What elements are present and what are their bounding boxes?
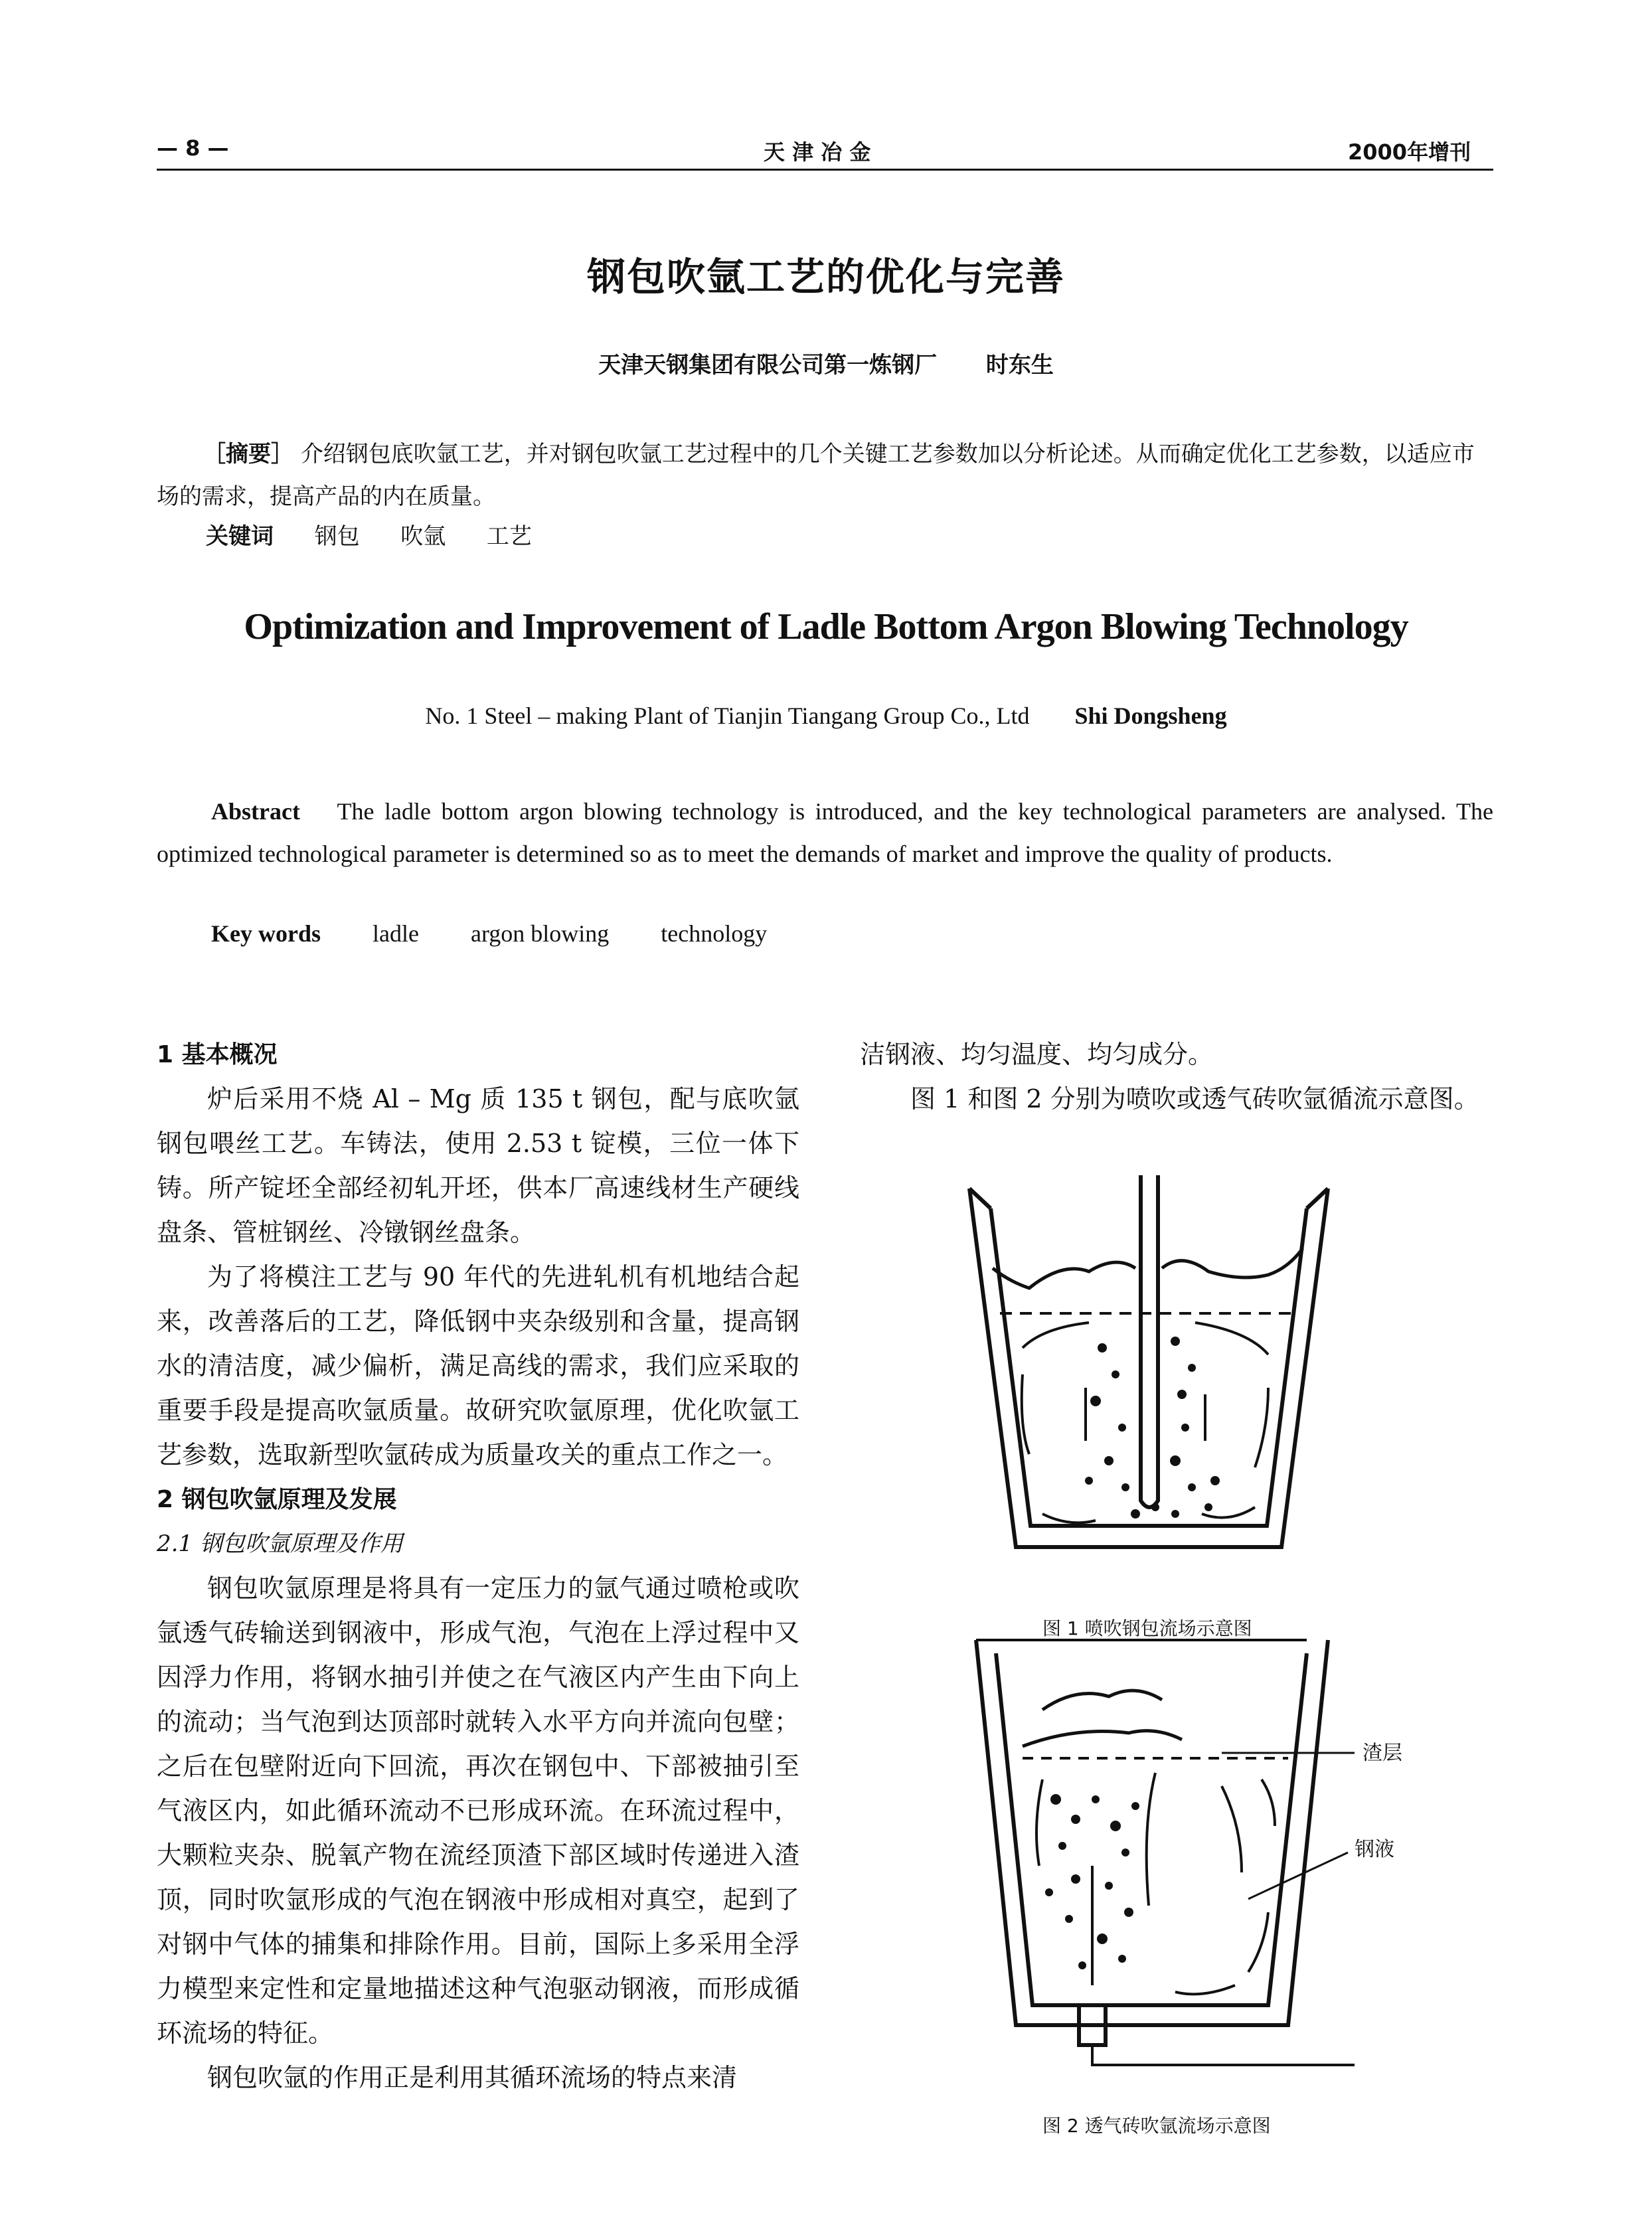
affiliation-org-cn: 天津天钢集团有限公司第一炼钢厂 xyxy=(598,352,938,378)
paragraph: 图 1 和图 2 分别为喷吹或透气砖吹氩循流示意图。 xyxy=(910,1084,1479,1113)
keyword-cn: 吹氩 xyxy=(400,523,446,550)
figure-2-caption: 图 2 透气砖吹氩流场示意图 xyxy=(1042,2115,1271,2137)
paragraph: 为了将模注工艺与 90 年代的先进轧机有机地结合起来，改善落后的工艺，降低钢中夹杂级别和含量，提高钢水的清洁度，减少偏析，满足高线的需求，我们应采取的重要手段是提高吹氩质量。故研究吹氩原理，优化吹氩工艺参数，选取新型吹氩砖成为质量攻关的重点工作之一。 xyxy=(157,1262,799,1469)
section-1-heading: 1 基本概况 xyxy=(157,1041,278,1068)
keyword-en: ladle xyxy=(372,920,419,947)
figure-1-diagram xyxy=(956,1175,1355,1600)
author-en: Shi Dongsheng xyxy=(1074,702,1227,729)
keywords-cn xyxy=(206,518,532,550)
keyword-en: argon blowing xyxy=(470,920,610,947)
figure-2-label-steel: 钢液 xyxy=(1355,1838,1394,1861)
journal-name: 天 津 冶 金 xyxy=(764,139,871,165)
section-2-heading: 2 钢包吹氩原理及发展 xyxy=(157,1486,397,1513)
figure-2-diagram xyxy=(956,1627,1434,2105)
paragraph: 炉后采用不烧 Al – Mg 质 135 t 钢包，配与底吹氩钢包喂丝工艺。车铸法，使用 2.53 t 锭模，三位一体下铸。所产锭坯全部经初轧开坯，供本厂高速线材生产硬线盘条、管桩钢丝、冷镦钢丝盘条。 xyxy=(157,1084,799,1247)
affiliation-en xyxy=(0,702,1652,730)
affiliation-org-en: No. 1 Steel – making Plant of Tianjin Tiangang Group Co., Ltd xyxy=(425,702,1030,729)
paragraph: 钢包吹氩原理是将具有一定压力的氩气通过喷枪或吹氩透气砖输送到钢液中，形成气泡，气泡在上浮过程中又因浮力作用，将钢水抽引并使之在气液区内产生由下向上的流动；当气泡到达顶部时就转入水平方向并流向包壁；之后在包壁附近向下回流，再次在钢包中、下部被抽引至气液区内，如此循环流动不已形成环流。在环流过程中，大颗粒夹杂、脱氧产物在流经顶渣下部区域时传递进入渣顶，同时吹氩形成的气泡在钢液中形成相对真空，起到了对钢中气体的捕集和排除作用。目前，国际上多采用全浮力模型来定性和定量地描述这种气泡驱动钢液，而形成循环流场的特征。 xyxy=(157,1574,799,2048)
title-cn: 钢包吹氩工艺的优化与完善 xyxy=(586,254,1065,299)
abstract-en xyxy=(157,790,1493,875)
header-rule xyxy=(157,169,1493,171)
keywords-en-label: Key words xyxy=(211,920,321,947)
abstract-cn xyxy=(157,433,1493,518)
keywords-en xyxy=(211,920,767,947)
figure-1-caption: 图 1 喷吹钢包流场示意图 xyxy=(1042,1617,1252,1639)
issue-label: 2000年增刊 xyxy=(1348,139,1471,165)
abstract-cn-text: 介绍钢包底吹氩工艺，并对钢包吹氩工艺过程中的几个关键工艺参数加以分析论述。从而确定优化工艺参数，以适应市场的需求，提高产品的内在质量。 xyxy=(157,441,1475,510)
abstract-cn-label: ［摘要］ xyxy=(203,441,293,467)
title-en: Optimization and Improvement of Ladle Bottom Argon Blowing Technology xyxy=(244,606,1408,647)
paragraph-continued: 洁钢液、均匀温度、均匀成分。 xyxy=(860,1040,1214,1069)
section-2-1-heading: 2.1 钢包吹氩原理及作用 xyxy=(157,1530,403,1557)
page-number: — 8 — xyxy=(157,135,229,161)
figure-2-label-slag: 渣层 xyxy=(1363,1742,1402,1765)
keyword-cn: 钢包 xyxy=(314,523,360,550)
author-cn: 时东生 xyxy=(985,352,1054,378)
abstract-en-text: The ladle bottom argon blowing technology is introduced, and the key technological parameters are analysed. The optimized technological parameter is determined so as to meet the demands of market and improve the quality of products. xyxy=(157,798,1494,867)
keyword-cn: 工艺 xyxy=(486,523,532,550)
left-column xyxy=(157,1032,799,2100)
affiliation-cn xyxy=(0,347,1652,379)
right-column xyxy=(860,1032,1493,1121)
keyword-en: technology xyxy=(661,920,768,947)
abstract-en-label: Abstract xyxy=(211,798,300,825)
keywords-cn-label: 关键词 xyxy=(206,523,274,550)
paragraph: 钢包吹氩的作用正是利用其循环流场的特点来清 xyxy=(207,2063,738,2092)
